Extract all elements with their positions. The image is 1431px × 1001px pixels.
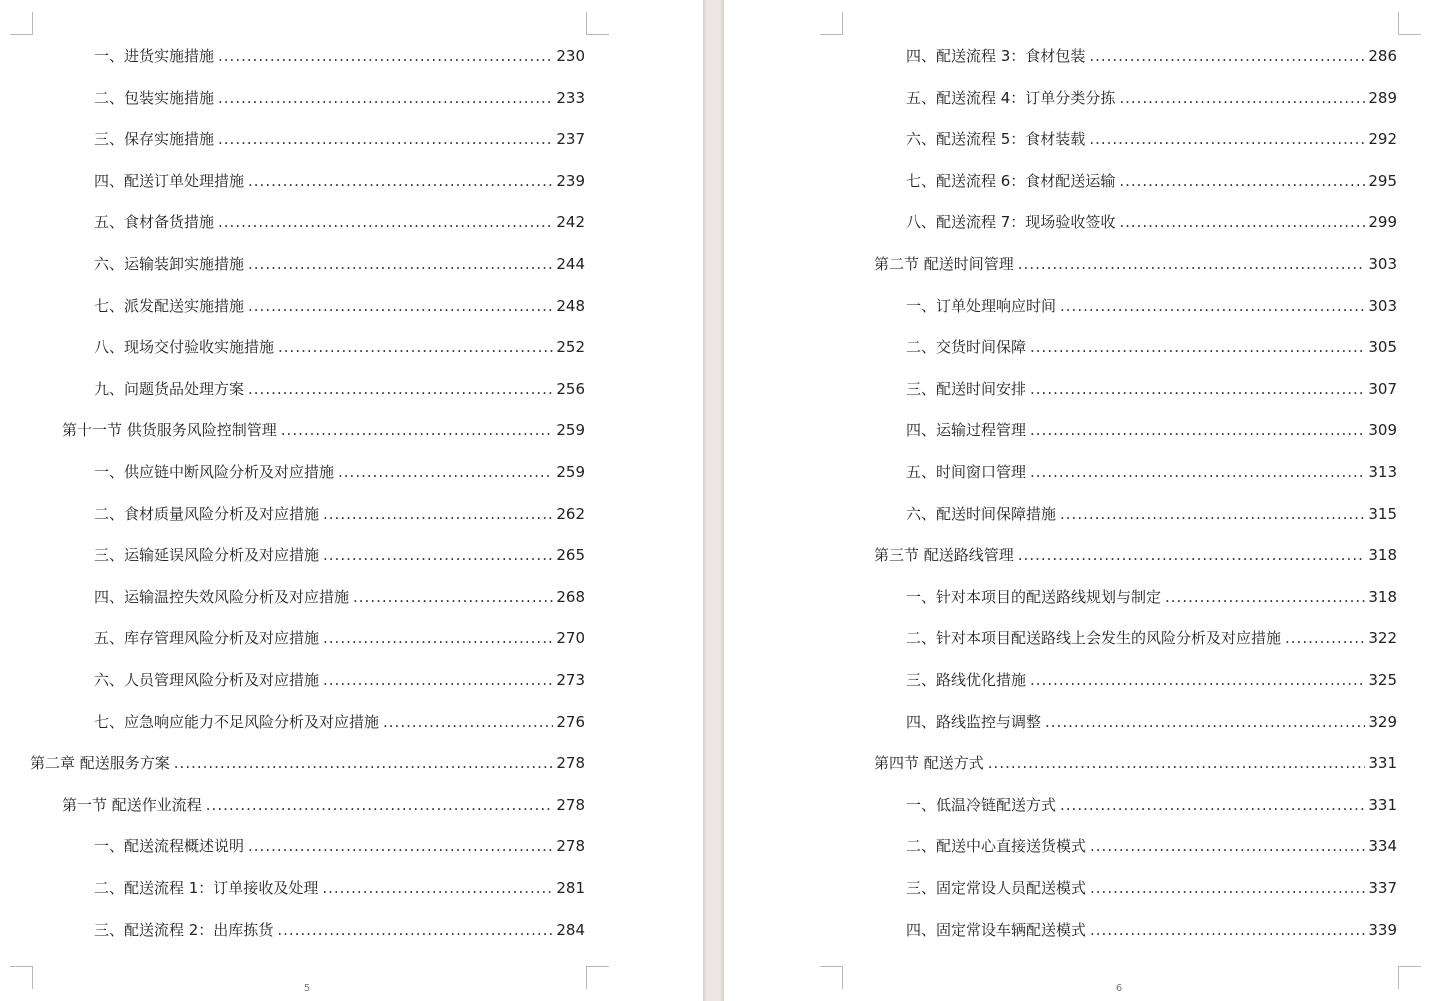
toc-entry-page-number: 313 <box>1368 463 1397 481</box>
page-corner-mark <box>586 12 609 35</box>
toc-dot-leader <box>277 919 553 941</box>
toc-dot-leader <box>248 253 553 275</box>
toc-entry[interactable] <box>94 170 585 192</box>
toc-entry-title: 一、低温冷链配送方式 <box>906 796 1057 814</box>
toc-entry-title: 三、固定常设人员配送模式 <box>906 879 1087 897</box>
toc-entry-page-number: 276 <box>556 713 585 731</box>
page-corner-mark <box>820 966 843 989</box>
toc-dot-leader <box>1030 336 1365 358</box>
toc-dot-leader <box>1030 378 1365 400</box>
toc-dot-leader <box>1060 794 1365 816</box>
toc-entry[interactable] <box>906 627 1397 649</box>
toc-entry-page-number: 259 <box>556 463 585 481</box>
toc-entry[interactable] <box>906 669 1397 691</box>
toc-entry[interactable] <box>906 794 1397 816</box>
toc-dot-leader <box>988 752 1366 774</box>
toc-entry-title: 七、配送流程 6：食材配送运输 <box>906 172 1116 190</box>
toc-entry-page-number: 273 <box>556 671 585 689</box>
toc-entry[interactable] <box>94 45 585 67</box>
toc-entry-page-number: 237 <box>556 130 585 148</box>
toc-entry-title: 四、配送流程 3：食材包装 <box>906 47 1086 65</box>
toc-entry-page-number: 278 <box>556 796 585 814</box>
toc-entry-page-number: 329 <box>1368 713 1397 731</box>
toc-dot-leader <box>323 503 553 525</box>
toc-entry-title: 四、固定常设车辆配送模式 <box>906 921 1087 939</box>
page-corner-mark <box>1398 966 1421 989</box>
toc-entry-title: 三、路线优化措施 <box>906 671 1027 689</box>
toc-entry[interactable] <box>94 211 585 233</box>
toc-dot-leader <box>248 170 553 192</box>
toc-dot-leader <box>218 87 553 109</box>
toc-entry-title: 一、配送流程概述说明 <box>94 837 245 855</box>
toc-entry-page-number: 337 <box>1368 879 1397 897</box>
toc-entry-page-number: 307 <box>1368 380 1397 398</box>
toc-entry-page-number: 305 <box>1368 338 1397 356</box>
toc-entry[interactable] <box>906 211 1397 233</box>
toc-entry-page-number: 309 <box>1368 421 1397 439</box>
toc-entry-title: 六、人员管理风险分析及对应措施 <box>94 671 320 689</box>
page-gap <box>703 0 724 1001</box>
toc-entry[interactable] <box>30 752 585 774</box>
toc-entry-title: 第二章 配送服务方案 <box>30 754 170 772</box>
toc-entry[interactable] <box>94 669 585 691</box>
toc-entry-page-number: 278 <box>556 837 585 855</box>
toc-entry-page-number: 339 <box>1368 921 1397 939</box>
toc-dot-leader <box>1089 128 1365 150</box>
toc-entry-title: 三、运输延误风险分析及对应措施 <box>94 546 320 564</box>
toc-entry-page-number: 230 <box>556 47 585 65</box>
toc-entry-page-number: 265 <box>556 546 585 564</box>
toc-entry-title: 第三节 配送路线管理 <box>874 546 1014 564</box>
toc-entry-page-number: 325 <box>1368 671 1397 689</box>
toc-dot-leader <box>1119 211 1365 233</box>
toc-entry[interactable] <box>874 253 1397 275</box>
toc-entry-title: 六、配送时间保障措施 <box>906 505 1057 523</box>
document-page-5[interactable] <box>0 0 703 1001</box>
toc-entry-page-number: 286 <box>1368 47 1397 65</box>
toc-entry[interactable] <box>94 336 585 358</box>
toc-entry[interactable] <box>94 586 585 608</box>
toc-dot-leader <box>383 711 553 733</box>
toc-entry-page-number: 315 <box>1368 505 1397 523</box>
toc-entry-title: 九、问题货品处理方案 <box>94 380 245 398</box>
toc-entry-title: 五、配送流程 4：订单分类分拣 <box>906 89 1116 107</box>
toc-entry[interactable] <box>94 835 585 857</box>
toc-entry[interactable] <box>94 253 585 275</box>
toc-entry-page-number: 259 <box>556 421 585 439</box>
toc-entry[interactable] <box>94 295 585 317</box>
toc-entry-page-number: 252 <box>556 338 585 356</box>
toc-entry-page-number: 292 <box>1368 130 1397 148</box>
toc-dot-leader <box>1090 919 1365 941</box>
toc-entry[interactable] <box>906 461 1397 483</box>
toc-entry[interactable] <box>94 711 585 733</box>
toc-entry-title: 二、配送流程 1：订单接收及处理 <box>94 879 319 897</box>
toc-entry[interactable] <box>906 128 1397 150</box>
toc-dot-leader <box>218 45 553 67</box>
toc-entry[interactable] <box>94 461 585 483</box>
toc-dot-leader <box>1090 877 1365 899</box>
toc-entry-page-number: 233 <box>556 89 585 107</box>
toc-dot-leader <box>1119 170 1365 192</box>
toc-entry-title: 五、时间窗口管理 <box>906 463 1027 481</box>
toc-entry-page-number: 289 <box>1368 89 1397 107</box>
toc-dot-leader <box>248 835 553 857</box>
toc-entry-title: 一、进货实施措施 <box>94 47 215 65</box>
toc-entry[interactable] <box>906 87 1397 109</box>
toc-entry-title: 三、配送流程 2：出库拣货 <box>94 921 274 939</box>
toc-entry-page-number: 318 <box>1368 546 1397 564</box>
toc-entry-title: 八、现场交付验收实施措施 <box>94 338 275 356</box>
toc-entry-title: 四、运输温控失效风险分析及对应措施 <box>94 588 350 606</box>
page-corner-mark <box>10 966 33 989</box>
toc-entry-title: 二、食材质量风险分析及对应措施 <box>94 505 320 523</box>
toc-dot-leader <box>1165 586 1365 608</box>
toc-entry-title: 第一节 配送作业流程 <box>62 796 202 814</box>
toc-entry-title: 一、订单处理响应时间 <box>906 297 1057 315</box>
toc-entry[interactable] <box>906 419 1397 441</box>
toc-dot-leader <box>218 211 553 233</box>
toc-entry-page-number: 284 <box>556 921 585 939</box>
toc-dot-leader <box>323 544 553 566</box>
toc-entry[interactable] <box>906 503 1397 525</box>
toc-dot-leader <box>206 794 554 816</box>
toc-dot-leader <box>1089 45 1365 67</box>
toc-entry-title: 第二节 配送时间管理 <box>874 255 1014 273</box>
page-number: 5 <box>303 983 311 994</box>
toc-entry-page-number: 278 <box>556 754 585 772</box>
toc-entry[interactable] <box>94 503 585 525</box>
toc-dot-leader <box>1090 835 1365 857</box>
toc-entry[interactable] <box>906 336 1397 358</box>
toc-entry-title: 六、配送流程 5：食材装载 <box>906 130 1086 148</box>
toc-entry-title: 四、路线监控与调整 <box>906 713 1042 731</box>
toc-entry-page-number: 268 <box>556 588 585 606</box>
toc-entry-page-number: 295 <box>1368 172 1397 190</box>
toc-entry-page-number: 256 <box>556 380 585 398</box>
toc-entry-page-number: 322 <box>1368 629 1397 647</box>
toc-entry-title: 四、运输过程管理 <box>906 421 1027 439</box>
toc-entry[interactable] <box>94 378 585 400</box>
toc-dot-leader <box>322 877 553 899</box>
page-corner-mark <box>10 12 33 35</box>
toc-entry-page-number: 281 <box>556 879 585 897</box>
toc-dot-leader <box>1018 253 1366 275</box>
toc-entry-title: 第十一节 供货服务风险控制管理 <box>62 421 277 439</box>
toc-entry-title: 五、食材备货措施 <box>94 213 215 231</box>
toc-entry-title: 二、配送中心直接送货模式 <box>906 837 1087 855</box>
toc-entry-title: 四、配送订单处理措施 <box>94 172 245 190</box>
toc-entry[interactable] <box>94 544 585 566</box>
toc-entry[interactable] <box>906 170 1397 192</box>
toc-dot-leader <box>281 419 554 441</box>
toc-entry-title: 三、保存实施措施 <box>94 130 215 148</box>
toc-entry-page-number: 331 <box>1368 754 1397 772</box>
toc-entry[interactable] <box>62 794 585 816</box>
toc-entry-title: 六、运输装卸实施措施 <box>94 255 245 273</box>
toc-dot-leader <box>323 627 553 649</box>
toc-entry-page-number: 303 <box>1368 297 1397 315</box>
toc-entry-page-number: 248 <box>556 297 585 315</box>
toc-entry-title: 二、针对本项目配送路线上会发生的风险分析及对应措施 <box>906 629 1282 647</box>
toc-entry[interactable] <box>94 87 585 109</box>
toc-entry[interactable] <box>94 627 585 649</box>
toc-dot-leader <box>248 378 553 400</box>
toc-entry-page-number: 334 <box>1368 837 1397 855</box>
toc-entry-page-number: 303 <box>1368 255 1397 273</box>
document-page-6[interactable] <box>724 0 1431 1001</box>
toc-entry-page-number: 331 <box>1368 796 1397 814</box>
toc-entry[interactable] <box>94 877 585 899</box>
toc-dot-leader <box>218 128 553 150</box>
toc-entry[interactable] <box>874 752 1397 774</box>
toc-entry-title: 一、针对本项目的配送路线规划与制定 <box>906 588 1162 606</box>
toc-dot-leader <box>1030 669 1365 691</box>
toc-entry-title: 五、库存管理风险分析及对应措施 <box>94 629 320 647</box>
toc-entry-title: 三、配送时间安排 <box>906 380 1027 398</box>
page-number: 6 <box>1115 983 1123 994</box>
toc-dot-leader <box>1030 461 1365 483</box>
toc-entry-title: 八、配送流程 7：现场验收签收 <box>906 213 1116 231</box>
toc-dot-leader <box>174 752 554 774</box>
toc-dot-leader <box>1045 711 1365 733</box>
page-corner-mark <box>820 12 843 35</box>
toc-dot-leader <box>278 336 553 358</box>
toc-entry-page-number: 270 <box>556 629 585 647</box>
toc-entry-page-number: 318 <box>1368 588 1397 606</box>
toc-dot-leader <box>1060 295 1365 317</box>
toc-entry-page-number: 262 <box>556 505 585 523</box>
toc-dot-leader <box>248 295 553 317</box>
toc-dot-leader <box>1030 419 1365 441</box>
toc-dot-leader <box>323 669 553 691</box>
toc-dot-leader <box>353 586 553 608</box>
toc-entry[interactable] <box>906 877 1397 899</box>
toc-entry-title: 第四节 配送方式 <box>874 754 984 772</box>
toc-entry[interactable] <box>906 378 1397 400</box>
toc-entry-page-number: 244 <box>556 255 585 273</box>
toc-entry-page-number: 239 <box>556 172 585 190</box>
toc-entry[interactable] <box>906 45 1397 67</box>
toc-entry[interactable] <box>62 419 585 441</box>
toc-entry-title: 七、应急响应能力不足风险分析及对应措施 <box>94 713 380 731</box>
toc-entry-title: 一、供应链中断风险分析及对应措施 <box>94 463 335 481</box>
toc-entry[interactable] <box>94 919 585 941</box>
toc-entry[interactable] <box>906 919 1397 941</box>
toc-entry-title: 二、包装实施措施 <box>94 89 215 107</box>
toc-entry[interactable] <box>874 544 1397 566</box>
toc-entry-page-number: 242 <box>556 213 585 231</box>
toc-entry-title: 七、派发配送实施措施 <box>94 297 245 315</box>
toc-dot-leader <box>1119 87 1365 109</box>
toc-dot-leader <box>338 461 553 483</box>
toc-entry[interactable] <box>906 835 1397 857</box>
toc-entry-title: 二、交货时间保障 <box>906 338 1027 356</box>
toc-entry[interactable] <box>906 586 1397 608</box>
toc-entry[interactable] <box>906 711 1397 733</box>
toc-entry-page-number: 299 <box>1368 213 1397 231</box>
page-corner-mark <box>1398 12 1421 35</box>
page-corner-mark <box>586 966 609 989</box>
toc-dot-leader <box>1060 503 1365 525</box>
toc-entry[interactable] <box>94 128 585 150</box>
toc-entry[interactable] <box>906 295 1397 317</box>
toc-dot-leader <box>1285 627 1365 649</box>
toc-dot-leader <box>1018 544 1366 566</box>
